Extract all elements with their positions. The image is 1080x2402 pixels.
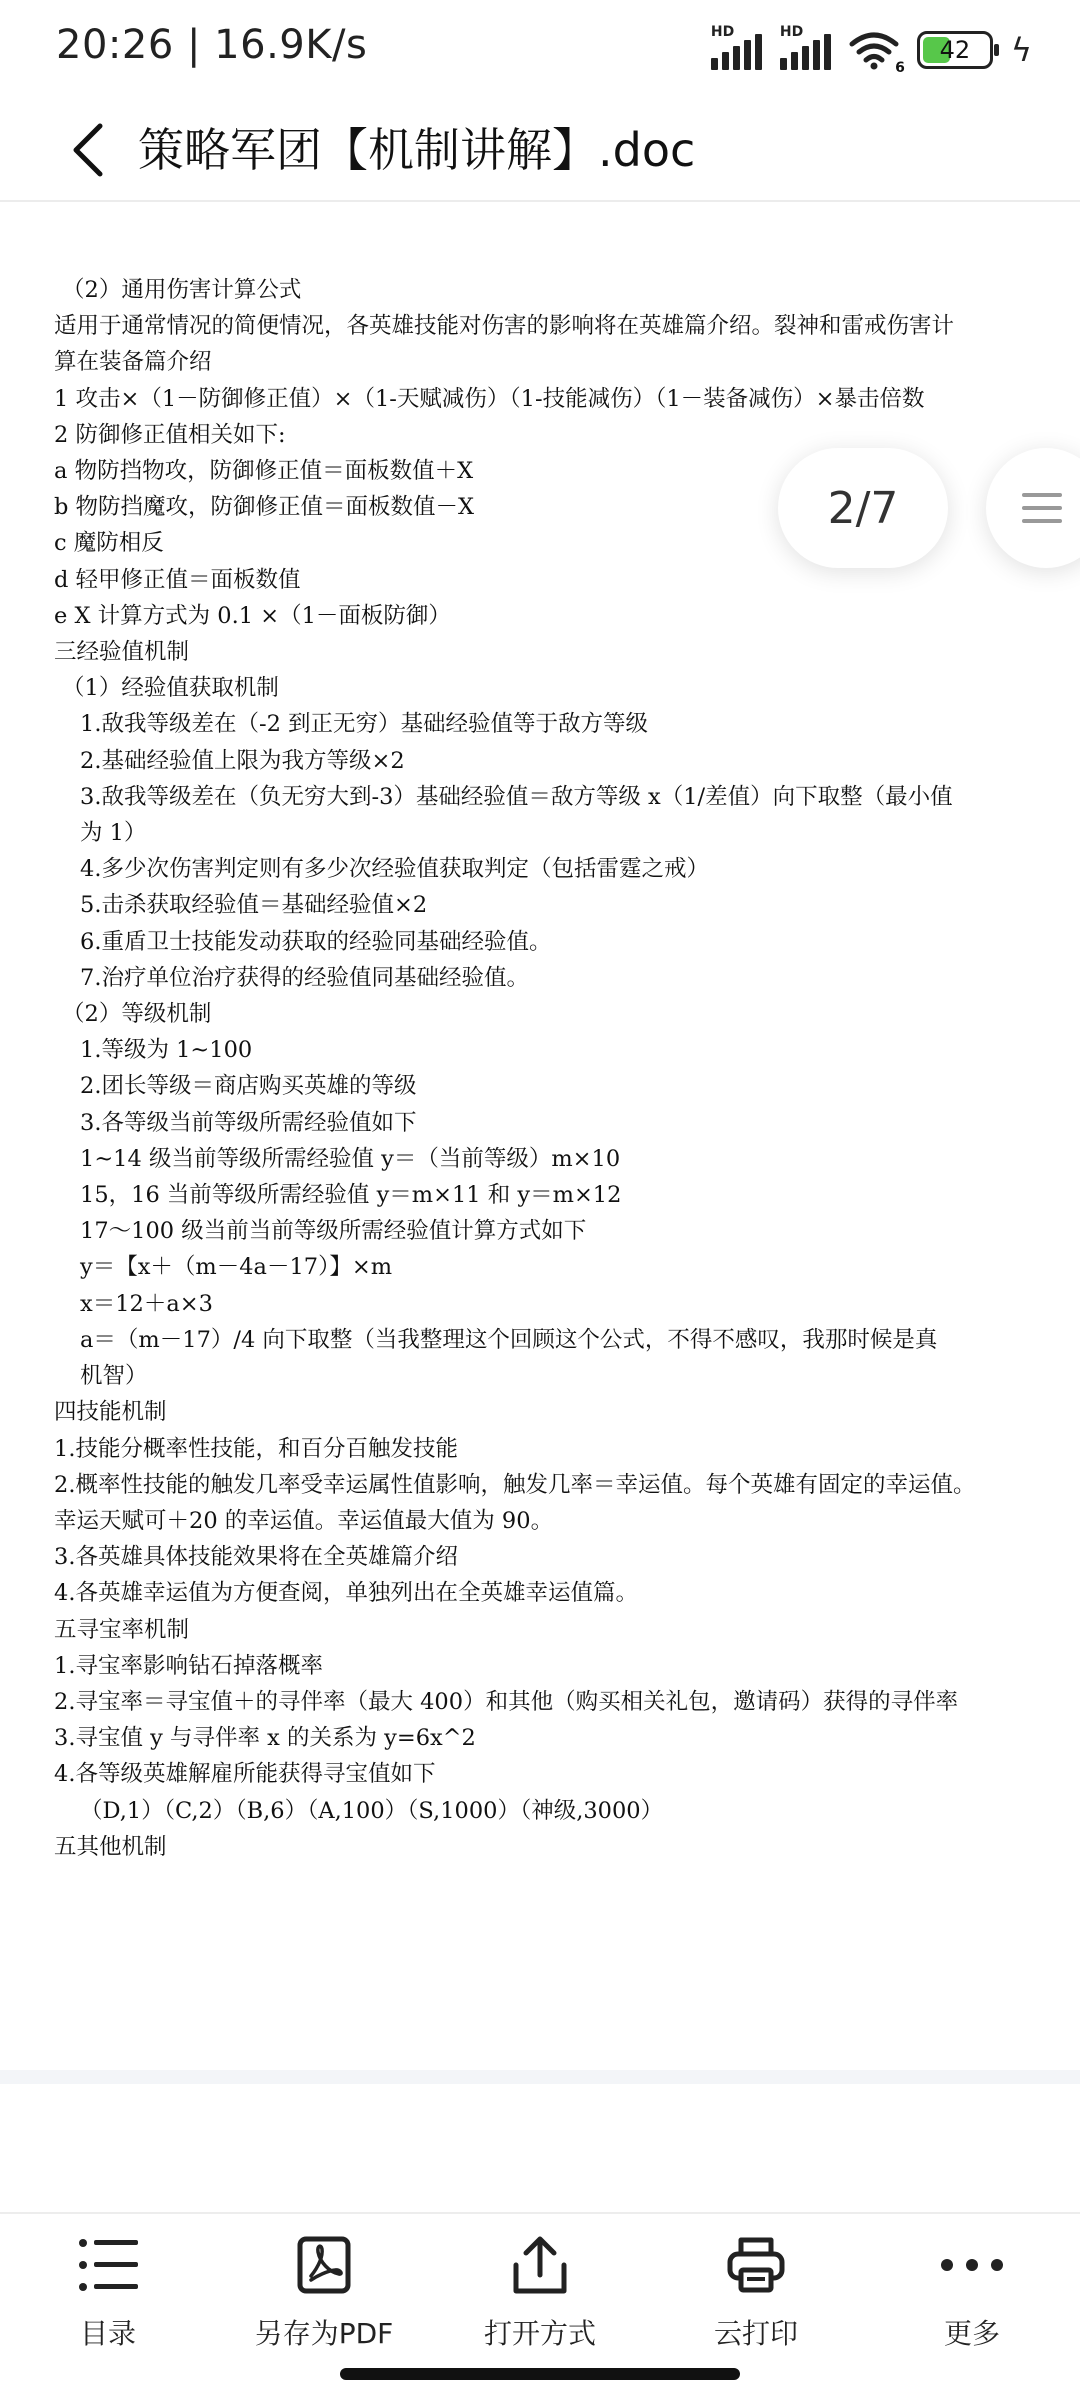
- document-line: 1.敌我等级差在（-2 到正无穷）基础经验值等于敌方等级: [80, 711, 649, 738]
- document-line: 2.团长等级＝商店购买英雄的等级: [80, 1073, 417, 1100]
- document-line: 机智）: [80, 1363, 148, 1390]
- document-line: 4.各英雄幸运值为方便查阅，单独列出在全英雄幸运值篇。: [54, 1580, 638, 1607]
- document-line: 为 1）: [80, 820, 147, 847]
- document-line: 4.多少次伤害判定则有多少次经验值获取判定（包括雷霆之戒）: [80, 856, 709, 883]
- page-gap: [0, 2070, 1080, 2084]
- document-line: 五寻宝率机制: [54, 1616, 190, 1643]
- more-icon: [940, 2258, 1004, 2272]
- document-line: 算在装备篇介绍: [54, 349, 212, 376]
- document-line: （2）等级机制: [62, 1001, 212, 1028]
- document-line: 3.各英雄具体技能效果将在全英雄篇介绍: [54, 1544, 458, 1571]
- page-indicator: 2/7: [778, 448, 948, 568]
- cloud-print-label: 云打印: [713, 2317, 798, 2350]
- document-line: 三经验值机制: [54, 639, 190, 666]
- document-line: d 轻甲修正值＝面板数值: [54, 566, 301, 593]
- document-line: （1）经验值获取机制: [62, 675, 279, 702]
- charging-bolt-icon: ϟ: [1010, 31, 1032, 69]
- toc-label: 目录: [79, 2317, 136, 2350]
- status-icons: [711, 26, 1032, 74]
- document-line: 2.概率性技能的触发几率受幸运属性值影响，触发几率＝幸运值。每个英雄有固定的幸运值。: [54, 1471, 976, 1498]
- status-time: 20:26 | 16.9K/s: [56, 22, 368, 68]
- document-line: 4.各等级英雄解雇所能获得寻宝值如下: [54, 1761, 436, 1788]
- document-line: 2.寻宝率＝寻宝值＋的寻伴率（最大 400）和其他（购买相关礼包，邀请码）获得的寻伴率: [54, 1688, 959, 1715]
- document-line: a 物防挡物攻，防御修正值＝面板数值＋X: [54, 458, 474, 485]
- document-line: 适用于通常情况的简便情况，各英雄技能对伤害的影响将在英雄篇介绍。裂神和雷戒伤害计: [54, 313, 955, 340]
- document-line: 1.等级为 1~100: [80, 1037, 253, 1064]
- open-with-button[interactable]: [440, 2230, 640, 2360]
- printer-icon: [727, 2236, 785, 2294]
- document-line: 5.击杀获取经验值＝基础经验值×2: [80, 892, 428, 919]
- document-line: 7.治疗单位治疗获得的经验值同基础经验值。: [80, 964, 529, 991]
- document-line: 17～100 级当前当前等级所需经验值计算方式如下: [80, 1218, 587, 1245]
- document-line: 3.寻宝值 y 与寻伴率 x 的关系为 y=6x^2: [54, 1725, 476, 1752]
- document-line: 1 攻击×（1－防御修正值）×（1-天赋减伤）（1-技能减伤）（1－装备减伤）×暴击倍数: [54, 385, 925, 412]
- document-line: 五其他机制: [54, 1833, 167, 1860]
- document-line: a＝（m－17）/4 向下取整（当我整理这个回顾这个公式，不得不感叹，我那时候是真: [80, 1326, 938, 1353]
- title-bar: [0, 100, 1080, 202]
- open-with-label: 打开方式: [483, 2317, 596, 2350]
- status-bar: [0, 0, 1080, 100]
- document-line: c 魔防相反: [54, 530, 164, 557]
- pdf-icon: [297, 2236, 351, 2294]
- list-icon: [78, 2237, 138, 2293]
- signal-icon-2: [779, 24, 831, 70]
- document-line: 1.技能分概率性技能，和百分百触发技能: [54, 1435, 458, 1462]
- document-line: 15，16 当前等级所需经验值 y＝m×11 和 y＝m×12: [80, 1182, 622, 1209]
- back-button[interactable]: [50, 112, 126, 188]
- document-line: （2）通用伤害计算公式: [62, 277, 302, 303]
- more-button[interactable]: [872, 2230, 1072, 2360]
- document-line: 3.各等级当前等级所需经验值如下: [80, 1109, 417, 1136]
- document-line: e X 计算方式为 0.1 ×（1－面板防御）: [54, 602, 451, 629]
- document-line: （D,1）（C,2）（B,6）（A,100）（S,1000）（神级,3000）: [80, 1797, 664, 1824]
- hd-label-1: HD: [710, 24, 735, 40]
- document-line: 1.寻宝率影响钻石掉落概率: [54, 1652, 323, 1679]
- battery-level: 42: [939, 36, 971, 64]
- document-line: y＝【x＋（m－4a－17）】×m: [80, 1254, 393, 1281]
- document-line: b 物防挡魔攻，防御修正值＝面板数值－X: [54, 494, 475, 521]
- wifi-icon: [849, 30, 905, 76]
- cloud-print-button[interactable]: [656, 2230, 856, 2360]
- battery-icon: [917, 31, 993, 69]
- document-title: 策略军团【机制讲解】.doc: [138, 123, 696, 177]
- wifi-badge: 6: [895, 60, 905, 76]
- document-line: 3.敌我等级差在（负无穷大到-3）基础经验值＝敌方等级 x（1/差值）向下取整（最小值: [80, 783, 953, 810]
- document-line: 2.基础经验值上限为我方等级×2: [80, 747, 405, 774]
- signal-icon-1: [710, 24, 762, 70]
- document-line: x＝12＋a×3: [80, 1290, 213, 1317]
- more-label: 更多: [943, 2317, 1000, 2350]
- save-as-pdf-button[interactable]: [224, 2230, 424, 2360]
- share-icon: [512, 2235, 568, 2295]
- hamburger-icon: [1022, 490, 1062, 526]
- document-line: 幸运天赋可＋20 的幸运值。幸运值最大值为 90。: [54, 1507, 554, 1534]
- chevron-left-icon: [68, 120, 108, 180]
- document-line: 四技能机制: [54, 1399, 167, 1426]
- document-line: 1~14 级当前等级所需经验值 y＝（当前等级）m×10: [80, 1145, 621, 1172]
- save-as-pdf-label: 另存为PDF: [254, 2317, 394, 2350]
- document-line: 2 防御修正值相关如下:: [54, 421, 286, 448]
- hd-label-2: HD: [779, 24, 804, 40]
- document-line: 6.重盾卫士技能发动获取的经验同基础经验值。: [80, 928, 552, 955]
- home-indicator[interactable]: [340, 2368, 740, 2380]
- toc-button[interactable]: [8, 2230, 208, 2360]
